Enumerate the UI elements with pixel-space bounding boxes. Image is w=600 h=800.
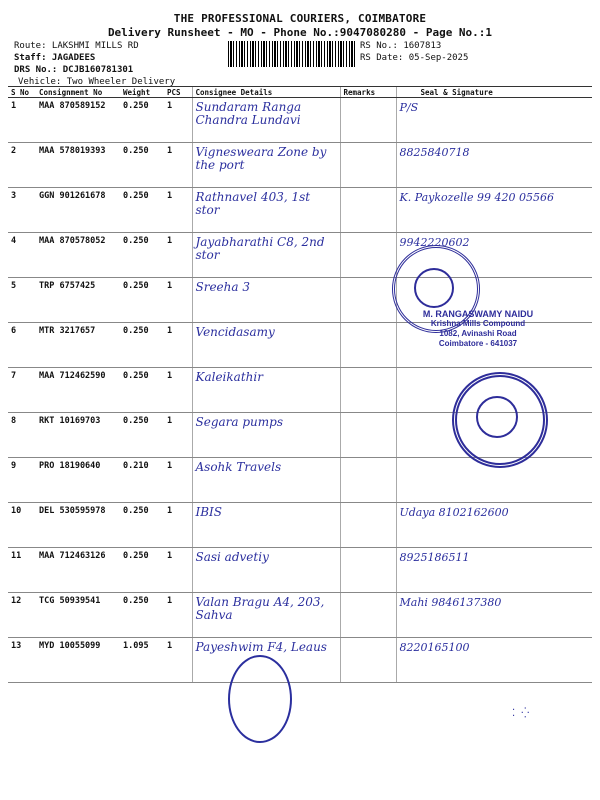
row-pcs-text: 1 (167, 506, 173, 516)
row-weight (120, 368, 164, 413)
row-signature (396, 593, 592, 638)
row-consignee (192, 278, 340, 323)
row-pcs (164, 593, 192, 638)
row-consignee (192, 98, 340, 143)
row-sno-text: 5 (11, 281, 17, 291)
rs-number: RS No.: 1607813 (360, 41, 442, 51)
row-sno-text: 9 (11, 461, 17, 471)
row-consignment (36, 98, 120, 143)
row-consignment (36, 413, 120, 458)
row-weight-text: 1.095 (123, 641, 149, 651)
row-weight-text: 0.250 (123, 191, 149, 201)
stamp-line3: Coimbatore - 641037 (438, 339, 518, 348)
table-row (8, 143, 592, 188)
row-sno-text: 7 (11, 371, 17, 381)
table-row (8, 638, 592, 683)
row-weight-text: 0.250 (123, 596, 149, 606)
row-pcs-text: 1 (167, 371, 173, 381)
table-row (8, 98, 592, 143)
row-consignment-text: TCG 50939541 (39, 596, 101, 606)
row-sno (8, 188, 36, 233)
row-sno-text: 4 (11, 236, 17, 246)
row-consignee-text: Valan Bragu A4, 203, Sahva (195, 595, 325, 622)
row-consignee (192, 413, 340, 458)
row-consignee-text: IBIS (195, 505, 223, 519)
row-weight (120, 278, 164, 323)
row-pcs (164, 188, 192, 233)
row-remarks (340, 593, 396, 638)
staff-label: Staff: JAGADEES (14, 53, 96, 63)
row-signature (396, 548, 592, 593)
row-weight (120, 548, 164, 593)
row-consignee-text: Kaleikathir (195, 370, 263, 384)
row-pcs (164, 323, 192, 368)
row-sno (8, 638, 36, 683)
row-weight (120, 413, 164, 458)
row-sno (8, 413, 36, 458)
row-signature-text: P/S (399, 101, 419, 114)
row-sno (8, 323, 36, 368)
row-sno-text: 3 (11, 191, 17, 201)
row-pcs (164, 413, 192, 458)
row-signature-text: 8925186511 (399, 551, 470, 564)
row-sno-text: 1 (11, 101, 17, 111)
row-weight-text: 0.250 (123, 281, 149, 291)
row-remarks (340, 368, 396, 413)
row-pcs-text: 1 (167, 281, 173, 291)
table-header (8, 87, 592, 98)
table-row (8, 593, 592, 638)
row-consignee (192, 368, 340, 413)
row-sno (8, 233, 36, 278)
row-consignee (192, 458, 340, 503)
rs-date: RS Date: 05-Sep-2025 (360, 53, 469, 63)
row-pcs (164, 638, 192, 683)
handwritten-circle-mark (228, 655, 292, 743)
row-sno (8, 593, 36, 638)
row-pcs-text: 1 (167, 146, 173, 156)
row-weight-text: 0.250 (123, 101, 149, 111)
row-consignee-text: Asohk Travels (195, 460, 282, 474)
row-consignee (192, 233, 340, 278)
row-consignment (36, 503, 120, 548)
barcode (228, 41, 356, 67)
row-signature (396, 143, 592, 188)
row-remarks (340, 548, 396, 593)
row-pcs-text: 1 (167, 461, 173, 471)
table-row (8, 233, 592, 278)
col-weight: Weight (120, 87, 164, 98)
row-consignee (192, 188, 340, 233)
row-consignee (192, 503, 340, 548)
row-weight-text: 0.250 (123, 506, 149, 516)
row-signature (396, 638, 592, 683)
row-sno-text: 11 (11, 551, 22, 561)
route-label: Route: LAKSHMI MILLS RD (14, 41, 139, 51)
row-weight (120, 638, 164, 683)
row-sno (8, 143, 36, 188)
row-remarks (340, 458, 396, 503)
row-consignee (192, 323, 340, 368)
row-signature-text: 8220165100 (399, 641, 470, 654)
stamp-name: M. RANGASWAMY NAIDU (422, 309, 534, 319)
row-consignment (36, 368, 120, 413)
col-remarks: Remarks (340, 87, 396, 98)
row-signature-text: 8825840718 (399, 146, 470, 159)
row-consignment-text: MAA 870589152 (39, 101, 106, 111)
row-sno (8, 278, 36, 323)
meta-right (360, 40, 468, 64)
row-consignee-text: Sasi advetiy (195, 550, 269, 564)
row-signature (396, 98, 592, 143)
row-consignee-text: Rathnavel 403, 1st stor (195, 190, 311, 217)
row-consignee-text: Vencidasamy (195, 325, 275, 339)
row-signature (396, 188, 592, 233)
row-consignee-text: Segara pumps (195, 415, 283, 429)
row-pcs (164, 98, 192, 143)
row-weight (120, 458, 164, 503)
row-sno-text: 6 (11, 326, 17, 336)
row-consignee (192, 143, 340, 188)
row-consignment-text: MAA 712462590 (39, 371, 106, 381)
row-pcs-text: 1 (167, 551, 173, 561)
row-signature (396, 503, 592, 548)
row-sno-text: 10 (11, 506, 22, 516)
row-consignment (36, 458, 120, 503)
row-pcs-text: 1 (167, 236, 173, 246)
row-remarks (340, 323, 396, 368)
row-sno (8, 548, 36, 593)
row-consignment (36, 548, 120, 593)
row-consignment (36, 638, 120, 683)
row-weight-text: 0.250 (123, 551, 149, 561)
col-consignee: Consignee Details (192, 87, 340, 98)
row-pcs-text: 1 (167, 191, 173, 201)
row-consignee-text: Jayabharathi C8, 2nd stor (195, 235, 325, 262)
row-remarks (340, 98, 396, 143)
row-pcs (164, 143, 192, 188)
table-row (8, 503, 592, 548)
row-consignment (36, 233, 120, 278)
row-remarks (340, 233, 396, 278)
col-pcs: PCS (164, 87, 192, 98)
row-sno (8, 98, 36, 143)
row-weight (120, 143, 164, 188)
row-consignment-text: GGN 901261678 (39, 191, 106, 201)
row-pcs (164, 503, 192, 548)
row-sno (8, 458, 36, 503)
row-consignment-text: DEL 530595978 (39, 506, 106, 516)
row-consignment-text: PRO 18190640 (39, 461, 101, 471)
row-consignment-text: MTR 3217657 (39, 326, 96, 336)
row-consignee-text: Payeshwim F4, Leaus (195, 640, 327, 654)
row-consignment-text: MAA 712463126 (39, 551, 106, 561)
col-consignment: Consignment No (36, 87, 120, 98)
row-pcs-text: 1 (167, 101, 173, 111)
row-signature-text: 9942220602 (399, 236, 470, 249)
row-weight (120, 593, 164, 638)
row-pcs (164, 458, 192, 503)
vehicle-label: Vehicle: Two Wheeler Delivery (18, 77, 176, 87)
address-stamp (398, 309, 558, 349)
row-pcs-text: 1 (167, 596, 173, 606)
row-pcs-text: 1 (167, 326, 173, 336)
row-weight (120, 98, 164, 143)
round-seal-inner (414, 268, 454, 308)
row-remarks (340, 278, 396, 323)
row-consignee-text: Vignesweara Zone by the port (195, 145, 327, 172)
row-pcs (164, 278, 192, 323)
row-weight-text: 0.250 (123, 416, 149, 426)
row-pcs-text: 1 (167, 641, 173, 651)
row-sno-text: 13 (11, 641, 22, 651)
row-pcs (164, 233, 192, 278)
row-signature-text: K. Paykozelle 99 420 05566 (399, 191, 555, 204)
round-seal-2-inner (476, 396, 518, 438)
row-weight (120, 323, 164, 368)
row-consignment (36, 593, 120, 638)
row-consignment (36, 143, 120, 188)
row-remarks (340, 188, 396, 233)
row-pcs-text: 1 (167, 416, 173, 426)
row-weight (120, 233, 164, 278)
row-consignment (36, 278, 120, 323)
row-weight-text: 0.250 (123, 326, 149, 336)
row-sno (8, 503, 36, 548)
meta-left (14, 40, 175, 88)
row-signature-text: Mahi 9846137380 (399, 596, 502, 609)
row-consignment (36, 323, 120, 368)
row-consignee-text: Sundaram Ranga Chandra Lundavi (195, 100, 302, 127)
row-weight-text: 0.250 (123, 146, 149, 156)
row-remarks (340, 143, 396, 188)
stamp-line1: Krishna Mills Compound (430, 319, 526, 328)
table-row (8, 188, 592, 233)
row-remarks (340, 503, 396, 548)
row-consignee-text: Sreeha 3 (195, 280, 250, 294)
row-consignment-text: MAA 578019393 (39, 146, 106, 156)
row-remarks (340, 638, 396, 683)
row-consignment-text: MAA 870578052 (39, 236, 106, 246)
col-sno: S No (8, 87, 36, 98)
company-title: THE PROFESSIONAL COURIERS, COIMBATORE (173, 12, 427, 25)
row-consignee (192, 548, 340, 593)
row-consignment (36, 188, 120, 233)
row-pcs (164, 548, 192, 593)
row-sno-text: 12 (11, 596, 22, 606)
row-sno-text: 8 (11, 416, 17, 426)
stamp-line2: 1082, Avinashi Road (439, 329, 517, 338)
row-consignment-text: TRP 6757425 (39, 281, 96, 291)
row-consignment-text: MYD 10055099 (39, 641, 101, 651)
runsheet-subtitle: Delivery Runsheet - MO - Phone No.:9047080280 - Page No.:1 (107, 26, 493, 39)
row-sno (8, 368, 36, 413)
row-consignment-text: RKT 10169703 (39, 416, 101, 426)
row-pcs (164, 368, 192, 413)
row-remarks (340, 413, 396, 458)
ink-dots: ⁚ ⁛ (512, 708, 530, 719)
row-weight-text: 0.250 (123, 371, 149, 381)
row-weight-text: 0.210 (123, 461, 149, 471)
row-weight-text: 0.250 (123, 236, 149, 246)
drs-label: DRS No.: DCJB160781301 (14, 65, 134, 75)
row-weight (120, 188, 164, 233)
row-signature-text: Udaya 8102162600 (399, 506, 509, 519)
col-signature: Seal & Signature (396, 87, 592, 98)
row-consignee (192, 593, 340, 638)
row-sno-text: 2 (11, 146, 17, 156)
row-weight (120, 503, 164, 548)
table-row (8, 548, 592, 593)
